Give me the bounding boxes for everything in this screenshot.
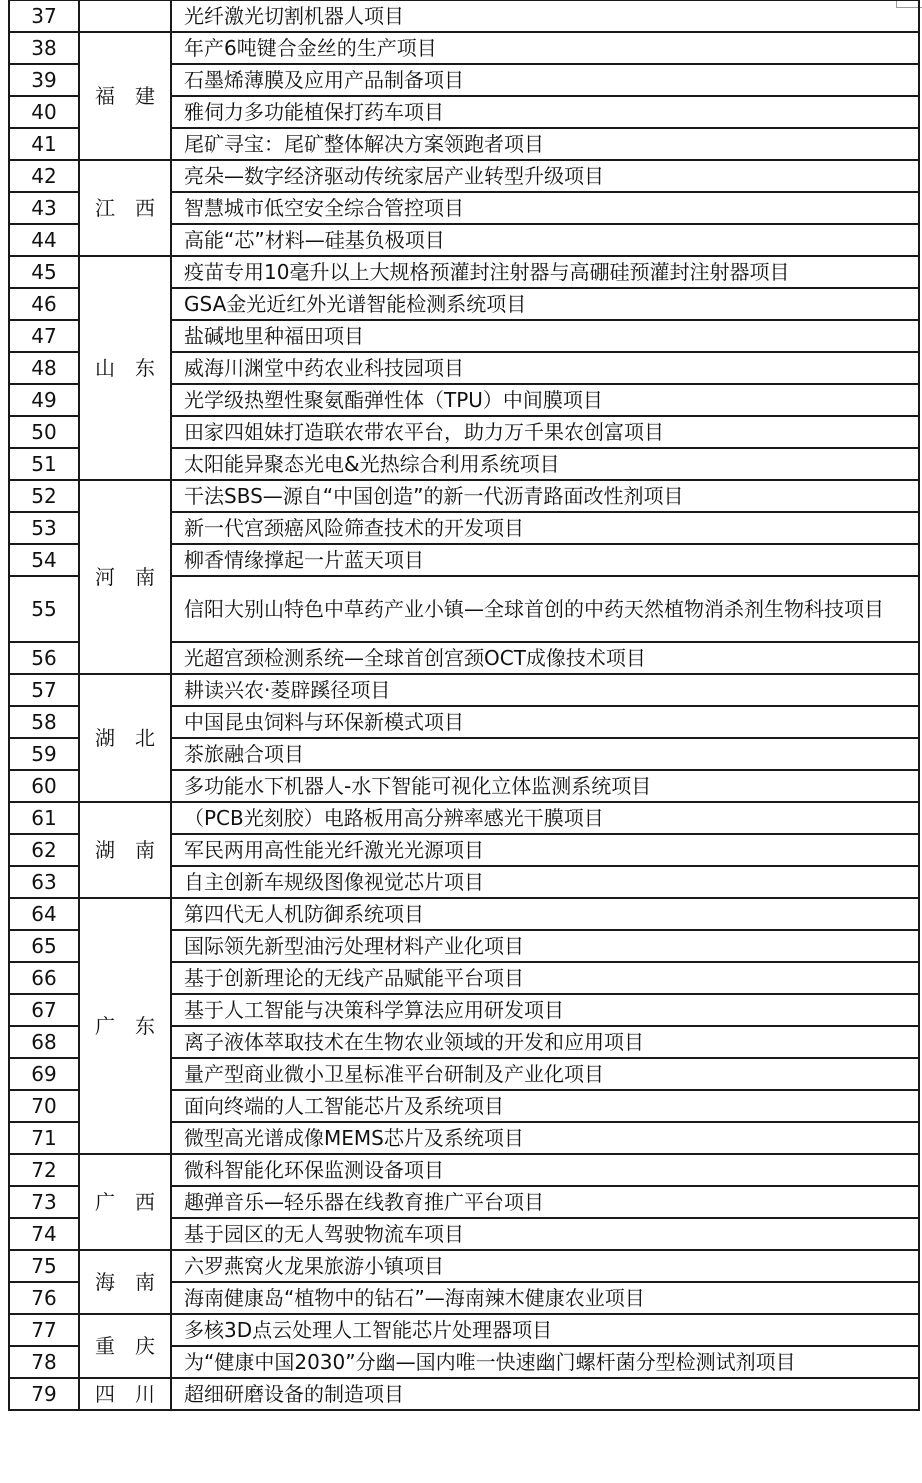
province-cell	[79, 802, 171, 898]
project-name: 超细研磨设备的制造项目	[171, 1378, 919, 1410]
project-name: 石墨烯薄膜及应用产品制备项目	[171, 64, 919, 96]
project-name: 六罗燕窝火龙果旅游小镇项目	[171, 1250, 919, 1282]
province-name: 湖 北	[95, 726, 155, 750]
table-row	[9, 1250, 919, 1282]
project-name: 离子液体萃取技术在生物农业领域的开发和应用项目	[171, 1026, 919, 1058]
project-name: 高能“芯”材料—硅基负极项目	[171, 224, 919, 256]
project-name: 新一代宫颈癌风险筛查技术的开发项目	[171, 512, 919, 544]
row-number: 66	[9, 962, 79, 994]
province-name: 广 东	[95, 1014, 155, 1038]
row-number: 54	[9, 544, 79, 576]
project-name: 基于创新理论的无线产品赋能平台项目	[171, 962, 919, 994]
project-name: 年产6吨键合金丝的生产项目	[171, 32, 919, 64]
table-row	[9, 1, 919, 33]
project-name: 光学级热塑性聚氨酯弹性体（TPU）中间膜项目	[171, 384, 919, 416]
project-name: 光超宫颈检测系统—全球首创宫颈OCT成像技术项目	[171, 642, 919, 674]
project-name: 太阳能异聚态光电&光热综合利用系统项目	[171, 448, 919, 480]
province-cell	[79, 1250, 171, 1314]
province-name: 山 东	[95, 356, 155, 380]
row-number: 60	[9, 770, 79, 802]
project-name: 耕读兴农·菱辟蹊径项目	[171, 674, 919, 706]
row-number: 76	[9, 1282, 79, 1314]
row-number: 55	[9, 576, 79, 642]
project-name: 尾矿寻宝：尾矿整体解决方案领跑者项目	[171, 128, 919, 160]
project-name: 智慧城市低空安全综合管控项目	[171, 192, 919, 224]
project-name: 第四代无人机防御系统项目	[171, 898, 919, 930]
project-name: 基于人工智能与决策科学算法应用研发项目	[171, 994, 919, 1026]
row-number: 40	[9, 96, 79, 128]
row-number: 72	[9, 1154, 79, 1186]
province-cell	[79, 256, 171, 480]
row-number: 64	[9, 898, 79, 930]
province-cell	[79, 480, 171, 674]
province-name: 海 南	[95, 1270, 155, 1294]
row-number: 46	[9, 288, 79, 320]
project-name: 疫苗专用10毫升以上大规格预灌封注射器与高硼硅预灌封注射器项目	[171, 256, 919, 288]
table-row	[9, 256, 919, 288]
row-number: 57	[9, 674, 79, 706]
table-row	[9, 160, 919, 192]
row-number: 51	[9, 448, 79, 480]
row-number: 61	[9, 802, 79, 834]
table-row	[9, 802, 919, 834]
project-name: 干法SBS—源自“中国创造”的新一代沥青路面改性剂项目	[171, 480, 919, 512]
row-number: 56	[9, 642, 79, 674]
table-row	[9, 32, 919, 64]
project-name: 雅伺力多功能植保打药车项目	[171, 96, 919, 128]
project-name: 自主创新车规级图像视觉芯片项目	[171, 866, 919, 898]
project-name: 多核3D点云处理人工智能芯片处理器项目	[171, 1314, 919, 1346]
province-name: 广 西	[95, 1190, 155, 1214]
table-row	[9, 1378, 919, 1410]
row-number: 69	[9, 1058, 79, 1090]
province-cell	[79, 898, 171, 1154]
project-name: 威海川渊堂中药农业科技园项目	[171, 352, 919, 384]
row-number: 53	[9, 512, 79, 544]
project-name: 军民两用高性能光纤激光光源项目	[171, 834, 919, 866]
row-number: 39	[9, 64, 79, 96]
project-table	[8, 0, 920, 1411]
project-name: 面向终端的人工智能芯片及系统项目	[171, 1090, 919, 1122]
row-number: 67	[9, 994, 79, 1026]
row-number: 41	[9, 128, 79, 160]
province-name: 福 建	[95, 84, 155, 108]
project-name: 微型高光谱成像MEMS芯片及系统项目	[171, 1122, 919, 1154]
row-number: 79	[9, 1378, 79, 1410]
row-number: 52	[9, 480, 79, 512]
row-number: 37	[9, 1, 79, 33]
province-name: 重 庆	[95, 1334, 155, 1358]
project-name: 基于园区的无人驾驶物流车项目	[171, 1218, 919, 1250]
project-name: 量产型商业微小卫星标准平台研制及产业化项目	[171, 1058, 919, 1090]
row-number: 59	[9, 738, 79, 770]
table-row	[9, 1314, 919, 1346]
province-cell	[79, 32, 171, 160]
province-name: 江 西	[95, 196, 155, 220]
row-number: 42	[9, 160, 79, 192]
row-number: 70	[9, 1090, 79, 1122]
province-cell	[79, 674, 171, 802]
project-name: 趣弹音乐—轻乐器在线教育推广平台项目	[171, 1186, 919, 1218]
province-cell	[79, 1154, 171, 1250]
province-cell	[79, 1, 171, 33]
row-number: 38	[9, 32, 79, 64]
row-number: 43	[9, 192, 79, 224]
project-name: （PCB光刻胶）电路板用高分辨率感光干膜项目	[171, 802, 919, 834]
row-number: 44	[9, 224, 79, 256]
project-name: 信阳大别山特色中草药产业小镇—全球首创的中药天然植物消杀剂生物科技项目	[171, 576, 919, 642]
project-name: 国际领先新型油污处理材料产业化项目	[171, 930, 919, 962]
table-row	[9, 898, 919, 930]
project-name: 茶旅融合项目	[171, 738, 919, 770]
province-cell	[79, 160, 171, 256]
row-number: 77	[9, 1314, 79, 1346]
row-number: 65	[9, 930, 79, 962]
row-number: 45	[9, 256, 79, 288]
project-name: 柳香情缘撑起一片蓝天项目	[171, 544, 919, 576]
row-number: 73	[9, 1186, 79, 1218]
row-number: 75	[9, 1250, 79, 1282]
project-name: 田家四姐妹打造联农带农平台，助力万千果农创富项目	[171, 416, 919, 448]
project-name: 亮朵—数字经济驱动传统家居产业转型升级项目	[171, 160, 919, 192]
project-name: 盐碱地里种福田项目	[171, 320, 919, 352]
table-row	[9, 674, 919, 706]
row-number: 74	[9, 1218, 79, 1250]
project-name: 微科智能化环保监测设备项目	[171, 1154, 919, 1186]
province-cell	[79, 1378, 171, 1410]
row-number: 78	[9, 1346, 79, 1378]
province-name: 四 川	[95, 1382, 155, 1406]
row-number: 71	[9, 1122, 79, 1154]
table-row	[9, 480, 919, 512]
row-number: 58	[9, 706, 79, 738]
row-number: 63	[9, 866, 79, 898]
province-name: 湖 南	[95, 838, 155, 862]
row-number: 48	[9, 352, 79, 384]
project-name: 海南健康岛“植物中的钻石”—海南辣木健康农业项目	[171, 1282, 919, 1314]
province-cell	[79, 1314, 171, 1378]
project-name: 中国昆虫饲料与环保新模式项目	[171, 706, 919, 738]
row-number: 47	[9, 320, 79, 352]
project-name: 光纤激光切割机器人项目	[171, 1, 919, 33]
row-number: 68	[9, 1026, 79, 1058]
table-row	[9, 1154, 919, 1186]
row-number: 62	[9, 834, 79, 866]
province-name: 河 南	[95, 565, 155, 589]
project-name: 为“健康中国2030”分幽—国内唯一快速幽门螺杆菌分型检测试剂项目	[171, 1346, 919, 1378]
row-number: 49	[9, 384, 79, 416]
project-name: GSA金光近红外光谱智能检测系统项目	[171, 288, 919, 320]
project-name: 多功能水下机器人-水下智能可视化立体监测系统项目	[171, 770, 919, 802]
row-number: 50	[9, 416, 79, 448]
